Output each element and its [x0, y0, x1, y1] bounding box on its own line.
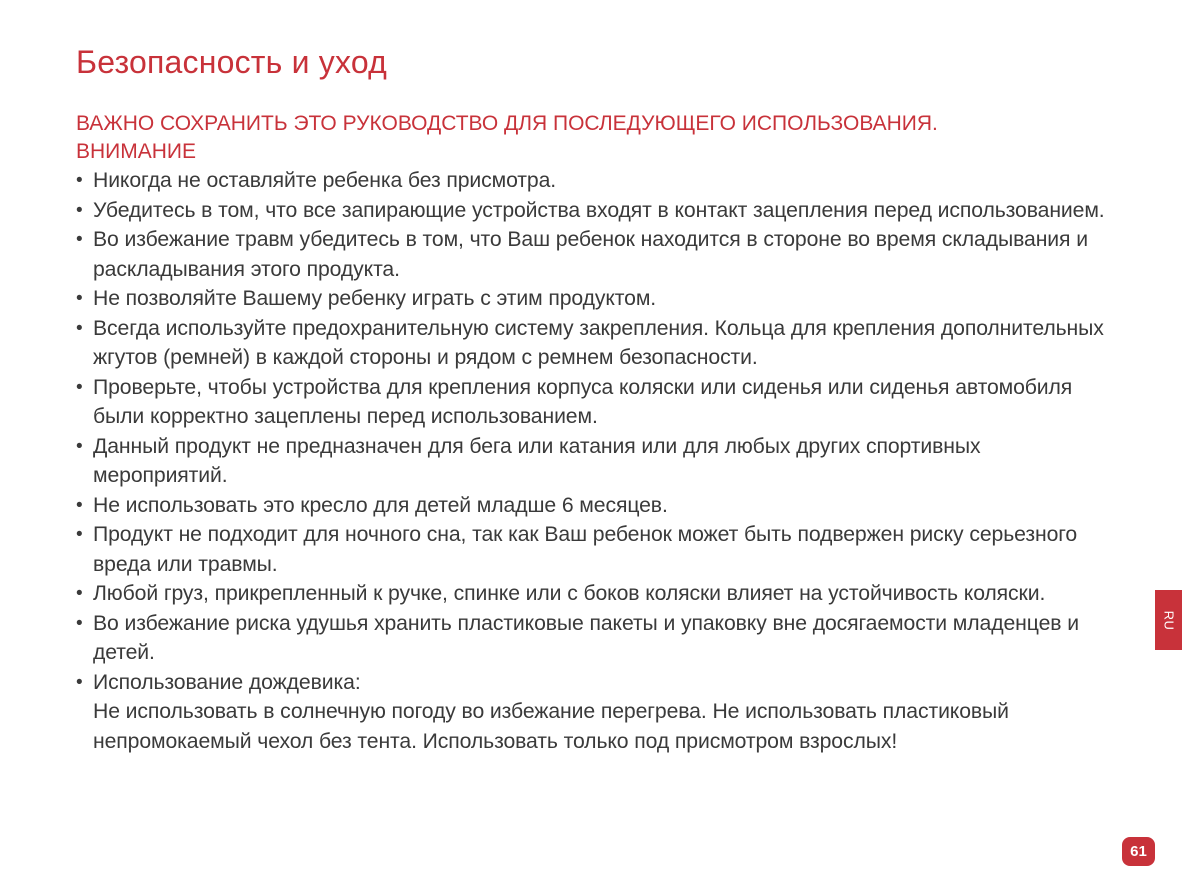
list-item-text: Во избежание травм убедитесь в том, что Ваш ребенок находится в стороне во время складывания и раскладывания этого продукта. [93, 228, 1088, 281]
warning-line-attention: ВНИМАНИЕ [76, 140, 197, 163]
list-item [76, 284, 1116, 314]
list-item-text: Никогда не оставляйте ребенка без присмотра. [93, 169, 557, 192]
page-number: 61 [1122, 837, 1155, 866]
list-item-text: Использование дождевика: [93, 670, 361, 694]
list-item-text: Не использовать это кресло для детей младше 6 месяцев. [93, 493, 668, 517]
list-item [76, 314, 1116, 373]
bullet-icon: • [76, 612, 83, 634]
list-item-text: Убедитесь в том, что все запирающие устройства входят в контакт зацепления перед использованием. [93, 198, 1105, 222]
list-item-text: Данный продукт не предназначен для бега или катания или для любых других спортивных мероприятий. [93, 434, 981, 487]
language-tab-label: RU [1161, 610, 1176, 630]
list-item [76, 373, 1116, 432]
bullet-icon: • [76, 229, 83, 250]
list-item [76, 491, 1116, 521]
bullet-icon: • [76, 170, 83, 191]
list-item [76, 579, 1116, 609]
list-item-text: Продукт не подходит для ночного сна, так как Ваш ребенок может быть подвержен риску серьезного вреда или травмы. [93, 523, 1078, 576]
bullet-icon: • [76, 494, 83, 516]
language-tab [1155, 590, 1182, 650]
list-item-text: Любой груз, прикрепленный к ручке, спинке или с боков коляски влияет на устойчивость коляски. [93, 582, 1046, 605]
list-item-text: Не позволяйте Вашему ребенку играть с этим продуктом. [93, 287, 657, 310]
safety-rules-list [76, 166, 1116, 756]
bullet-icon: • [76, 317, 83, 339]
warning-heading [76, 110, 1116, 166]
warning-line-save-manual: ВАЖНО СОХРАНИТЬ ЭТО РУКОВОДСТВО ДЛЯ ПОСЛЕДУЮЩЕГО ИСПОЛЬЗОВАНИЯ. [76, 112, 938, 135]
bullet-icon: • [76, 199, 83, 221]
bullet-icon: • [76, 671, 83, 693]
list-item [76, 520, 1116, 579]
bullet-icon: • [76, 376, 83, 398]
list-item [76, 225, 1116, 284]
list-item [76, 609, 1116, 668]
bullet-icon: • [76, 524, 83, 545]
page-title: Безопасность и уход [76, 44, 387, 80]
list-item-rain-cover [76, 668, 1116, 757]
bullet-icon: • [76, 583, 83, 604]
list-item-text: Проверьте, чтобы устройства для крепления корпуса коляски или сиденья или сиденья автомобиля были корректно зацеплены перед использованием. [93, 375, 1073, 428]
list-item [76, 166, 1116, 196]
bullet-icon: • [76, 288, 83, 309]
rain-cover-note: Не использовать в солнечную погоду во избежание перегрева. Не использовать пластиковый непромокаемый чехол без тента. Использовать только под присмотром взрослых! [93, 700, 1009, 753]
list-item-text: Всегда используйте предохранительную систему закрепления. Кольца для крепления дополнительных жгутов (ремней) в каждой стороны и рядом с ремнем безопасности. [93, 316, 1104, 369]
list-item [76, 432, 1116, 491]
list-item [76, 196, 1116, 226]
list-item-text: Во избежание риска удушья хранить пластиковые пакеты и упаковку вне досягаемости младенцев и детей. [93, 611, 1079, 664]
bullet-icon: • [76, 435, 83, 457]
